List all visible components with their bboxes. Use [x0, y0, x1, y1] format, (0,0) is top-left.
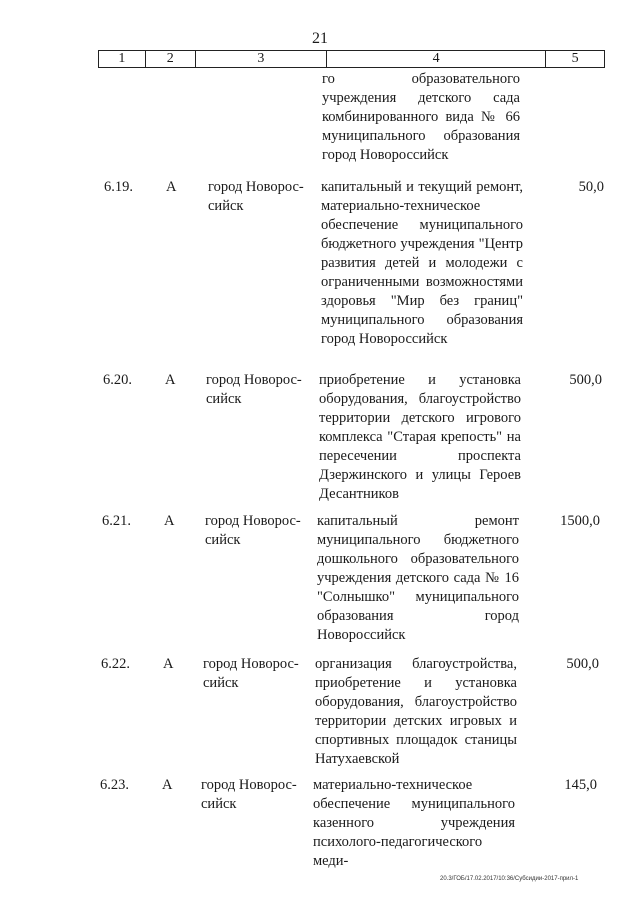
row-amount: 500,0	[569, 372, 602, 388]
row-description: организация благоустройства, приобретение и установка оборудования, благоустройство территории детских игровых и спортивных площадок станицы Натухаевской	[315, 656, 517, 767]
row-number: 6.20.	[103, 372, 132, 388]
row-category: А	[162, 777, 173, 793]
row-city: город Новорос- сийск	[201, 777, 297, 812]
row-category: А	[163, 656, 174, 672]
row-city: город Новорос- сийск	[203, 656, 299, 691]
row-amount: 50,0	[578, 179, 604, 195]
row-category: А	[166, 179, 177, 195]
column-header-5: 5	[571, 51, 579, 66]
column-header-1: 1	[99, 51, 146, 67]
column-header-4: 4	[327, 51, 546, 67]
page-footer: 20.3/ГОБ/17.02.2017/10:36/Субсидии-2017-прил-1	[440, 876, 579, 882]
row-number: 6.21.	[102, 513, 131, 529]
column-header-2: 2	[146, 51, 196, 67]
row-city: город Новорос- сийск	[205, 513, 301, 548]
row-city: город Новорос- сийск	[208, 179, 304, 214]
row-description: капитальный ремонт муниципального бюджетного дошкольного образовательного учреждения детского сада № 16 "Солнышко" муниципального образования город Новороссийск	[317, 513, 519, 643]
row-category: А	[164, 513, 175, 529]
row-number: 6.19.	[104, 179, 133, 195]
row-amount: 1500,0	[560, 513, 600, 529]
row-category: А	[165, 372, 176, 388]
continuation-text: го образовательного учреждения детского сада комбинированного вида № 66 муниципального образования город Новороссийск	[322, 71, 520, 163]
row-amount: 145,0	[564, 777, 597, 793]
row-number: 6.22.	[101, 656, 130, 672]
row-description: материально-техническое обеспечение муниципального казенного учреждения психолого-педагогического меди-	[313, 777, 515, 869]
row-city: город Новорос- сийск	[206, 372, 302, 407]
row-description: капитальный и текущий ремонт, материально-техническое обеспечение муниципального бюджетного учреждения "Центр развития детей и молодежи с ограниченными возможностями здоровья "Мир без границ" муниципального образования город Новороссийск	[321, 179, 523, 347]
row-description: приобретение и установка оборудования, благоустройство территории детского игрового комплекса "Старая крепость" на пересечении проспекта Дзержинского и улицы Героев Десантников	[319, 372, 521, 502]
column-header-table	[98, 50, 605, 68]
column-header-3: 3	[196, 51, 327, 67]
row-amount: 500,0	[566, 656, 599, 672]
page-number: 21	[312, 30, 328, 47]
row-number: 6.23.	[100, 777, 129, 793]
